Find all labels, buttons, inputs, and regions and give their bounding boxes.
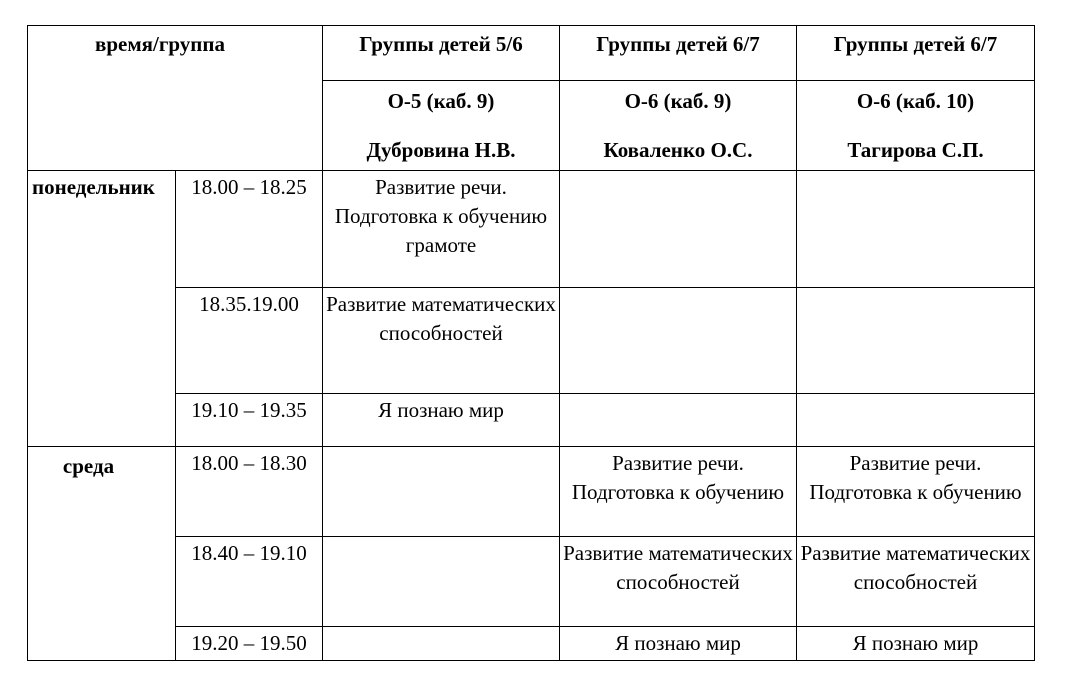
activity-cell: Я познаю мир xyxy=(560,627,797,661)
activity-cell xyxy=(797,171,1035,288)
teacher-cell-3 xyxy=(797,81,1035,171)
group-header-3: Группы детей 6/7 xyxy=(797,26,1035,81)
activity-cell: Развитие математических способностей xyxy=(323,288,560,394)
day-monday: понедельник xyxy=(28,171,176,447)
table-row xyxy=(28,627,1035,661)
time-cell: 18.40 – 19.10 xyxy=(176,537,323,627)
activity-cell xyxy=(797,394,1035,447)
group-header-2: Группы детей 6/7 xyxy=(560,26,797,81)
activity-cell xyxy=(323,447,560,537)
teacher-cell-1 xyxy=(323,81,560,171)
activity-cell: Развитие речи. Подготовка к обучению xyxy=(560,447,797,537)
teacher-name: Тагирова С.П. xyxy=(847,138,984,162)
room-label: О-6 (каб. 9) xyxy=(624,89,732,113)
table-row xyxy=(28,288,1035,394)
activity-cell xyxy=(560,171,797,288)
teacher-cell-2 xyxy=(560,81,797,171)
table-row xyxy=(28,171,1035,288)
room-label: О-5 (каб. 9) xyxy=(387,89,495,113)
time-cell: 19.20 – 19.50 xyxy=(176,627,323,661)
teacher-name: Коваленко О.С. xyxy=(603,138,753,162)
activity-cell xyxy=(560,288,797,394)
table-row xyxy=(28,537,1035,627)
header-corner: время/группа xyxy=(28,26,323,171)
room-label: О-6 (каб. 10) xyxy=(856,89,975,113)
activity-cell: Развитие математических способностей xyxy=(797,537,1035,627)
activity-cell xyxy=(323,537,560,627)
time-cell: 19.10 – 19.35 xyxy=(176,394,323,447)
table-row xyxy=(28,447,1035,537)
activity-cell: Я познаю мир xyxy=(323,394,560,447)
time-cell: 18.35.19.00 xyxy=(176,288,323,394)
schedule-table xyxy=(27,25,1035,661)
activity-cell xyxy=(323,627,560,661)
activity-cell: Развитие речи. Подготовка к обучению грамоте xyxy=(323,171,560,288)
table-row xyxy=(28,394,1035,447)
activity-cell xyxy=(560,394,797,447)
day-wednesday: среда xyxy=(28,447,176,661)
time-cell: 18.00 – 18.25 xyxy=(176,171,323,288)
activity-cell: Развитие речи. Подготовка к обучению xyxy=(797,447,1035,537)
activity-cell xyxy=(797,288,1035,394)
time-cell: 18.00 – 18.30 xyxy=(176,447,323,537)
activity-cell: Развитие математических способностей xyxy=(560,537,797,627)
group-header-1: Группы детей 5/6 xyxy=(323,26,560,81)
teacher-name: Дубровина Н.В. xyxy=(366,138,516,162)
activity-cell: Я познаю мир xyxy=(797,627,1035,661)
